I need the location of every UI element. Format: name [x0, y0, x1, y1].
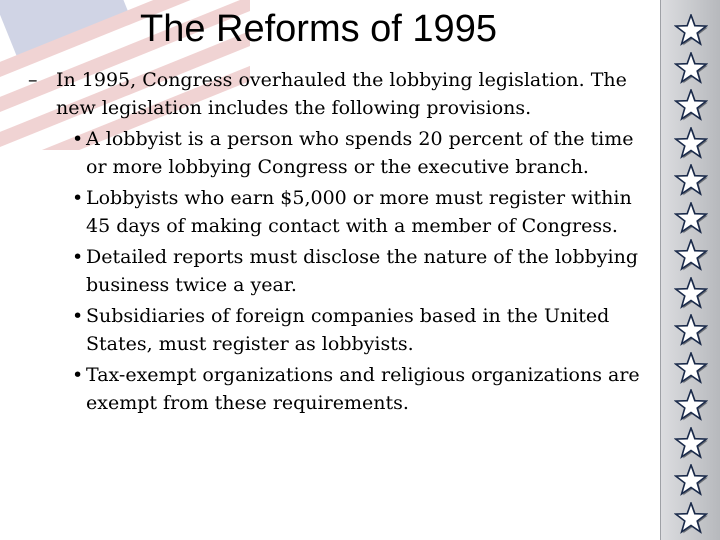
star-icon	[674, 277, 708, 311]
star-icon	[674, 202, 708, 236]
dash-marker: –	[28, 69, 38, 91]
slide-body	[28, 66, 648, 417]
intro-paragraph	[28, 66, 648, 122]
bullet-marker: •	[72, 364, 84, 386]
provision-item	[28, 125, 648, 181]
star-icon	[674, 314, 708, 348]
bullet-marker: •	[72, 128, 84, 150]
star-icon	[674, 464, 708, 498]
intro-text: In 1995, Congress overhauled the lobbying legislation. The new legislation includes the following provisions.	[56, 69, 627, 119]
bullet-marker: •	[72, 187, 84, 209]
provision-item	[28, 184, 648, 240]
provision-item	[28, 302, 648, 358]
star-icon	[674, 239, 708, 273]
star-icon	[674, 52, 708, 86]
star-icon	[674, 427, 708, 461]
provision-text: Detailed reports must disclose the nature of the lobbying business twice a year.	[86, 246, 639, 296]
star-icon	[674, 502, 708, 536]
provision-text: Subsidiaries of foreign companies based in the United States, must register as lobbyists.	[86, 305, 610, 355]
bullet-marker: •	[72, 246, 84, 268]
slide-title: The Reforms of 1995	[140, 8, 497, 50]
bullet-marker: •	[72, 305, 84, 327]
star-icon	[674, 352, 708, 386]
provision-text: A lobbyist is a person who spends 20 percent of the time or more lobbying Congress or the executive branch.	[86, 128, 634, 178]
star-icon	[674, 164, 708, 198]
star-sidebar	[660, 0, 720, 540]
star-icon	[674, 389, 708, 423]
star-icon	[674, 127, 708, 161]
star-icon	[674, 14, 708, 48]
star-icon	[674, 89, 708, 123]
provision-text: Lobbyists who earn $5,000 or more must register within 45 days of making contact with a member of Congress.	[86, 187, 632, 237]
provision-text: Tax-exempt organizations and religious organizations are exempt from these requirements.	[86, 364, 640, 414]
provision-item	[28, 361, 648, 417]
provision-item	[28, 243, 648, 299]
